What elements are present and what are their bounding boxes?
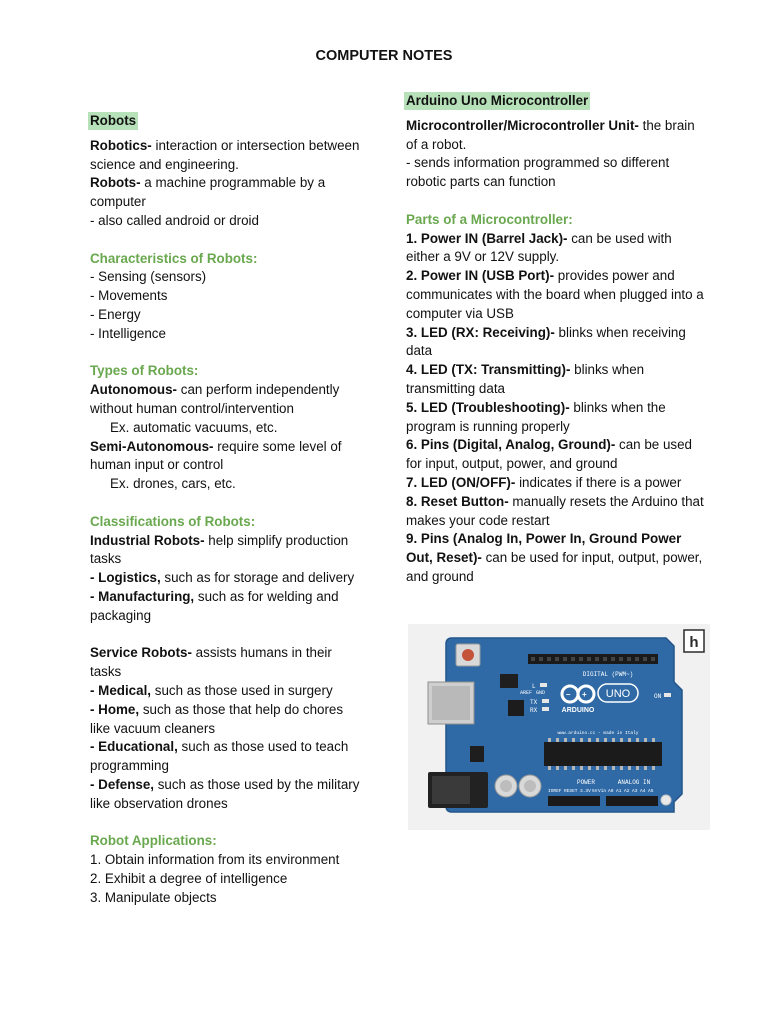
industrial-item: - Manufacturing, such as for welding and packaging xyxy=(90,588,339,623)
also-called-note: - also called android or droid xyxy=(90,212,259,228)
part-item: 3. LED (RX: Receiving)- blinks when receiving data xyxy=(406,324,686,359)
left-column xyxy=(90,112,365,907)
service-item: - Home, such as those that help do chores like vacuum cleaners xyxy=(90,701,344,736)
usb-chip xyxy=(508,700,524,716)
analog-header xyxy=(606,796,658,806)
voltage-regulator xyxy=(470,746,484,762)
logo-plus: + xyxy=(582,690,587,699)
part-item: 7. LED (ON/OFF)- indicates if there is a power xyxy=(406,474,682,490)
classifications-heading: Classifications of Robots: xyxy=(90,513,256,529)
application-item: 3. Manipulate objects xyxy=(90,889,217,905)
digital-label: DIGITAL (PWM~) xyxy=(582,671,634,678)
a0-label: A0 xyxy=(608,789,614,794)
characteristics-heading: Characteristics of Robots: xyxy=(90,250,258,266)
l-led xyxy=(540,683,547,687)
applications-heading: Robot Applications: xyxy=(90,833,217,849)
arduino-board-illustration xyxy=(408,624,710,830)
characteristic-item: - Sensing (sensors) xyxy=(90,269,207,285)
part-item: 4. LED (TX: Transmitting)- blinks when transmitting data xyxy=(406,362,645,396)
application-item: 1. Obtain information from its environment xyxy=(90,852,340,868)
industrial-item: - Logistics, such as for storage and delivery xyxy=(90,570,355,586)
ioref-label: IOREF xyxy=(548,789,562,794)
microcontroller-definition: Microcontroller/Microcontroller Unit- the brain of a robot. xyxy=(406,117,695,152)
service-item: - Defense, such as those used by the military like observation drones xyxy=(90,776,360,811)
right-column xyxy=(406,92,706,587)
semi-autonomous-example: Ex. drones, cars, etc. xyxy=(110,476,236,492)
watermark-letter: h xyxy=(689,634,699,651)
a2-label: A2 xyxy=(624,789,630,794)
a4-label: A4 xyxy=(640,789,646,794)
robots-definition: Robots- a machine programmable by a computer xyxy=(90,175,326,210)
arduino-label: ARDUINO xyxy=(561,707,595,714)
characteristic-item: - Movements xyxy=(90,288,168,304)
a3-label: A3 xyxy=(632,789,638,794)
made-in-label: www.arduino.cc - made in Italy xyxy=(557,731,639,736)
semi-autonomous-definition: Semi-Autonomous- require some level of human input or control xyxy=(90,438,342,473)
v5-label: 5V xyxy=(592,789,598,794)
arduino-heading: Arduino Uno Microcontroller xyxy=(406,93,589,108)
rx-led-label: RX xyxy=(530,707,538,714)
part-item: 6. Pins (Digital, Analog, Ground)- can be used for input, output, power, and ground xyxy=(406,437,692,472)
power-header xyxy=(548,796,600,806)
reset-pin-label: RESET xyxy=(564,789,578,794)
microcontroller-chip xyxy=(544,742,662,766)
part-item: 5. LED (Troubleshooting)- blinks when the program is running properly xyxy=(406,399,666,434)
l-led-label: L xyxy=(532,683,536,690)
uno-label: UNO xyxy=(605,688,631,700)
on-led-label: ON xyxy=(654,693,662,700)
application-item: 2. Exhibit a degree of intelligence xyxy=(90,870,288,886)
service-item: - Educational, such as those used to teach programming xyxy=(90,739,349,774)
parts-heading: Parts of a Microcontroller: xyxy=(406,211,573,227)
characteristic-item: - Intelligence xyxy=(90,325,166,341)
a1-label: A1 xyxy=(616,789,622,794)
part-item: 1. Power IN (Barrel Jack)- can be used with either a 9V or 12V supply. xyxy=(406,230,672,265)
logo-minus: – xyxy=(566,690,571,699)
robotics-definition: Robotics- interaction or intersection between science and engineering. xyxy=(90,137,360,172)
arduino-uno-board-image xyxy=(408,624,710,830)
industrial-definition: Industrial Robots- help simplify production tasks xyxy=(90,532,349,567)
gnd-label: GND xyxy=(536,690,546,696)
part-item: 2. Power IN (USB Port)- provides power and communicates with the board when plugged into a computer via USB xyxy=(406,268,704,321)
vin-label: Vin xyxy=(598,789,607,794)
microcontroller-note: - sends information programmed so different robotic parts can function xyxy=(406,155,670,190)
part-item: 9. Pins (Analog In, Power In, Ground Power Out, Reset)- can be used for input, output, power, and ground xyxy=(406,531,703,584)
rx-led xyxy=(542,707,549,711)
usb-port-inner xyxy=(432,686,470,720)
tx-led-label: TX xyxy=(530,699,538,706)
icsp-header xyxy=(500,674,518,688)
on-led xyxy=(664,693,671,697)
reset-button-cap xyxy=(462,649,474,661)
aref-label: AREF xyxy=(520,690,533,696)
service-item: - Medical, such as those used in surgery xyxy=(90,682,333,698)
a5-label: A5 xyxy=(648,789,654,794)
mount-hole xyxy=(661,795,671,805)
part-item: 8. Reset Button- manually resets the Arduino that makes your code restart xyxy=(406,493,704,528)
page-title: COMPUTER NOTES xyxy=(315,48,453,64)
v33-label: 3.3V xyxy=(580,789,591,794)
robots-heading: Robots xyxy=(90,113,137,128)
barrel-jack-inner xyxy=(432,776,470,804)
service-definition: Service Robots- assists humans in their tasks xyxy=(90,645,332,680)
analog-in-label: ANALOG IN xyxy=(617,779,651,786)
types-heading: Types of Robots: xyxy=(90,363,199,379)
autonomous-example: Ex. automatic vacuums, etc. xyxy=(110,419,278,435)
capacitor-top xyxy=(500,780,512,792)
capacitor-top xyxy=(524,780,536,792)
autonomous-definition: Autonomous- can perform independently without human control/intervention xyxy=(90,382,340,416)
power-label: POWER xyxy=(576,779,596,786)
tx-led xyxy=(542,699,549,703)
characteristic-item: - Energy xyxy=(90,306,141,322)
